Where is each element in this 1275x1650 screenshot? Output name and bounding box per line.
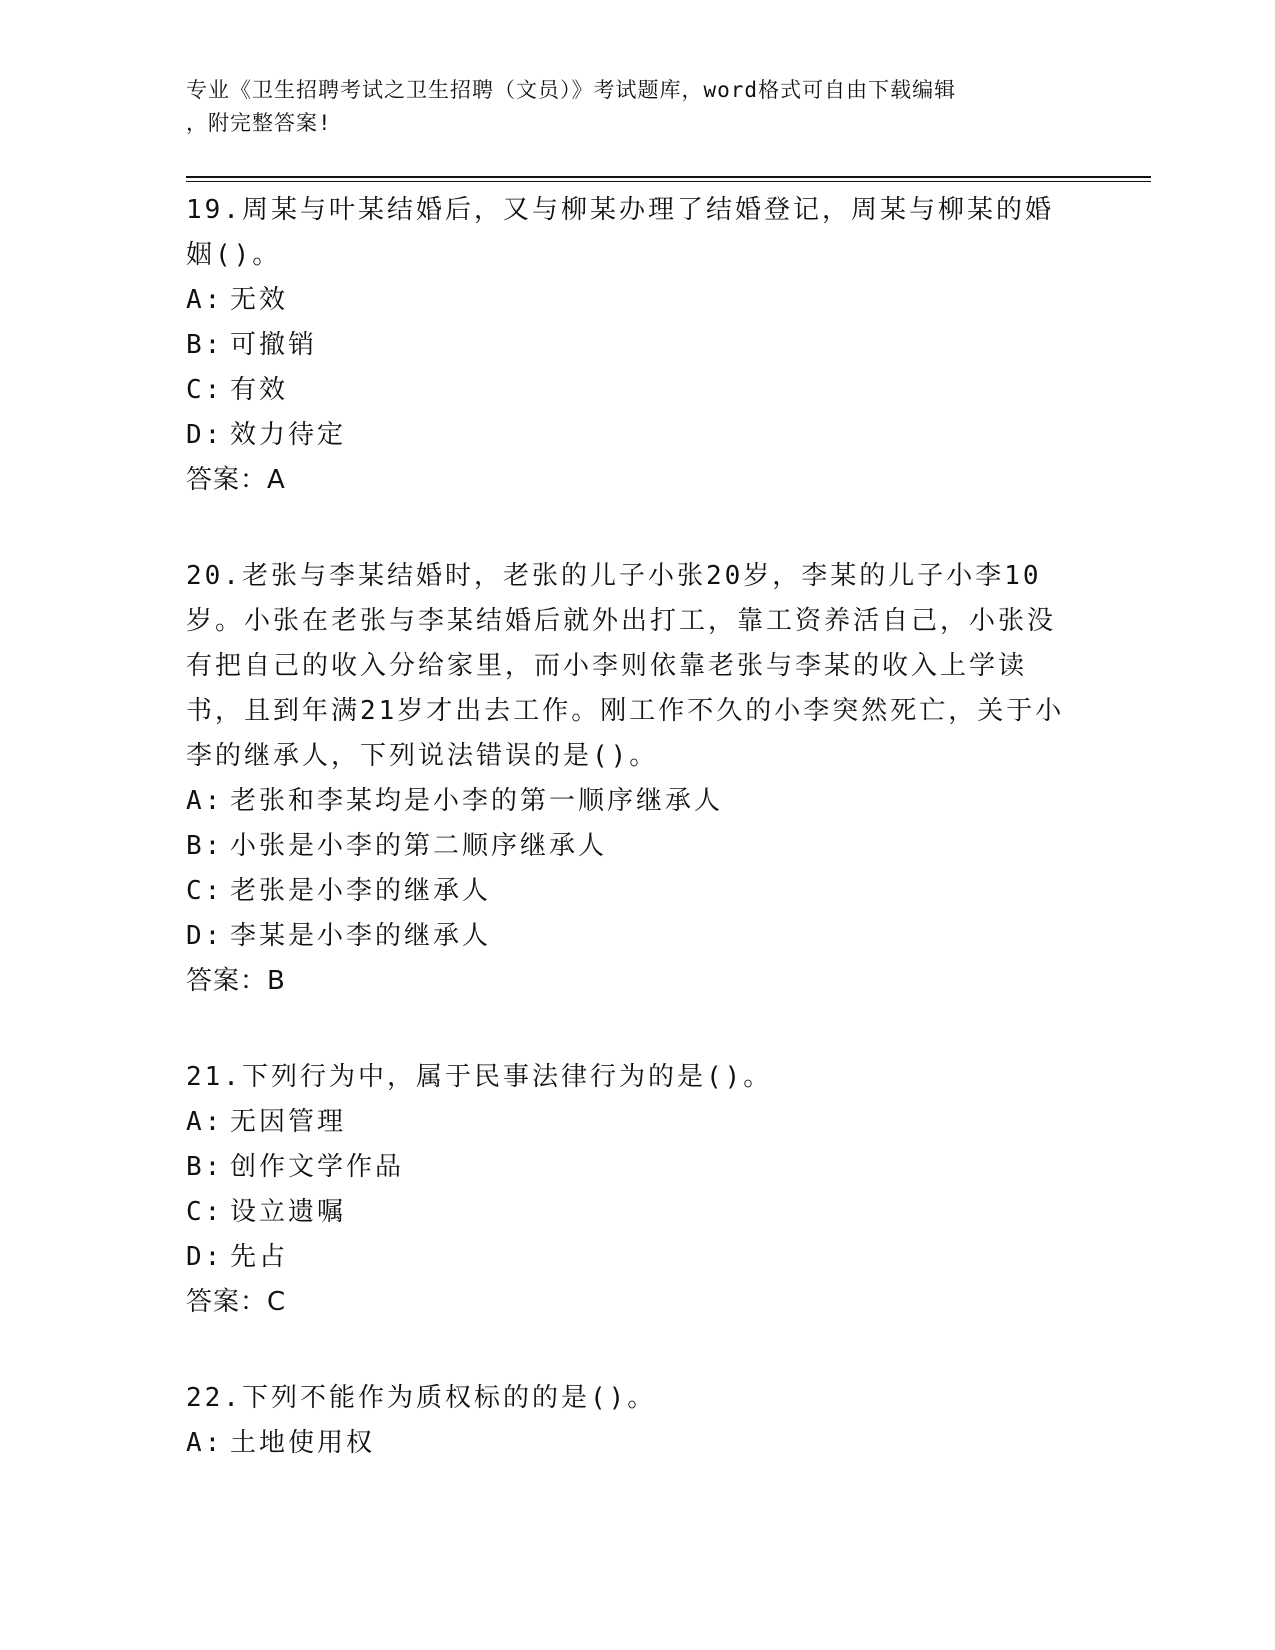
answer-line: 答案：C: [186, 1287, 287, 1317]
question-21: [186, 1055, 1076, 1325]
question-22: [186, 1376, 1076, 1466]
option-d: [186, 1235, 1076, 1280]
option-text: 创作文学作品: [230, 1152, 405, 1182]
question-stem: 21.下列行为中，属于民事法律行为的是()。: [186, 1062, 773, 1092]
option-text: 老张是小李的继承人: [230, 876, 492, 906]
option-b: [186, 1145, 1076, 1190]
header-line-1: 专业《卫生招聘考试之卫生招聘（文员）》考试题库，word格式可自由下载编辑: [186, 78, 957, 102]
option-letter: B:: [186, 330, 224, 360]
option-c: [186, 869, 1076, 914]
option-c: [186, 368, 1076, 413]
answer-line: 答案：B: [186, 966, 286, 996]
option-text: 无效: [230, 285, 289, 315]
document-header: [186, 74, 1066, 140]
option-a: [186, 1421, 1076, 1466]
option-text: 土地使用权: [230, 1428, 376, 1458]
option-letter: C:: [186, 1197, 224, 1227]
question-19: [186, 188, 1076, 503]
question-list: [186, 188, 1076, 1517]
option-text: 有效: [230, 375, 289, 405]
option-text: 效力待定: [230, 420, 347, 450]
option-letter: D:: [186, 420, 224, 450]
option-letter: A:: [186, 1107, 224, 1137]
option-letter: A:: [186, 285, 224, 315]
option-text: 小张是小李的第二顺序继承人: [230, 831, 608, 861]
option-text: 先占: [230, 1242, 289, 1272]
option-letter: D:: [186, 1242, 224, 1272]
option-letter: C:: [186, 876, 224, 906]
question-stem: 19.周某与叶某结婚后，又与柳某办理了结婚登记，周某与柳某的婚姻()。: [186, 195, 1054, 270]
option-a: [186, 779, 1076, 824]
answer-line: 答案：A: [186, 465, 286, 495]
option-b: [186, 323, 1076, 368]
option-text: 无因管理: [230, 1107, 347, 1137]
option-letter: B:: [186, 1152, 224, 1182]
option-b: [186, 824, 1076, 869]
option-letter: A:: [186, 1428, 224, 1458]
option-letter: C:: [186, 375, 224, 405]
option-a: [186, 1100, 1076, 1145]
header-divider-thick: [186, 176, 1151, 178]
option-text: 设立遗嘱: [230, 1197, 347, 1227]
option-text: 可撤销: [230, 330, 318, 360]
option-d: [186, 914, 1076, 959]
option-text: 老张和李某均是小李的第一顺序继承人: [230, 786, 724, 816]
option-d: [186, 413, 1076, 458]
option-a: [186, 278, 1076, 323]
header-line-2: ，附完整答案!: [186, 111, 332, 135]
header-divider-thin: [186, 181, 1151, 182]
question-20: [186, 554, 1076, 1004]
option-letter: B:: [186, 831, 224, 861]
option-text: 李某是小李的继承人: [230, 921, 492, 951]
question-stem: 20.老张与李某结婚时，老张的儿子小张20岁，李某的儿子小李10岁。小张在老张与李某结婚后就外出打工，靠工资养活自己，小张没有把自己的收入分给家里，而小李则依靠老张与李某的收入上学读书，且到年满21岁才出去工作。刚工作不久的小李突然死亡，关于小李的继承人，下列说法错误的是()。: [186, 561, 1065, 771]
question-stem: 22.下列不能作为质权标的的是()。: [186, 1383, 657, 1413]
option-letter: D:: [186, 921, 224, 951]
option-letter: A:: [186, 786, 224, 816]
option-c: [186, 1190, 1076, 1235]
